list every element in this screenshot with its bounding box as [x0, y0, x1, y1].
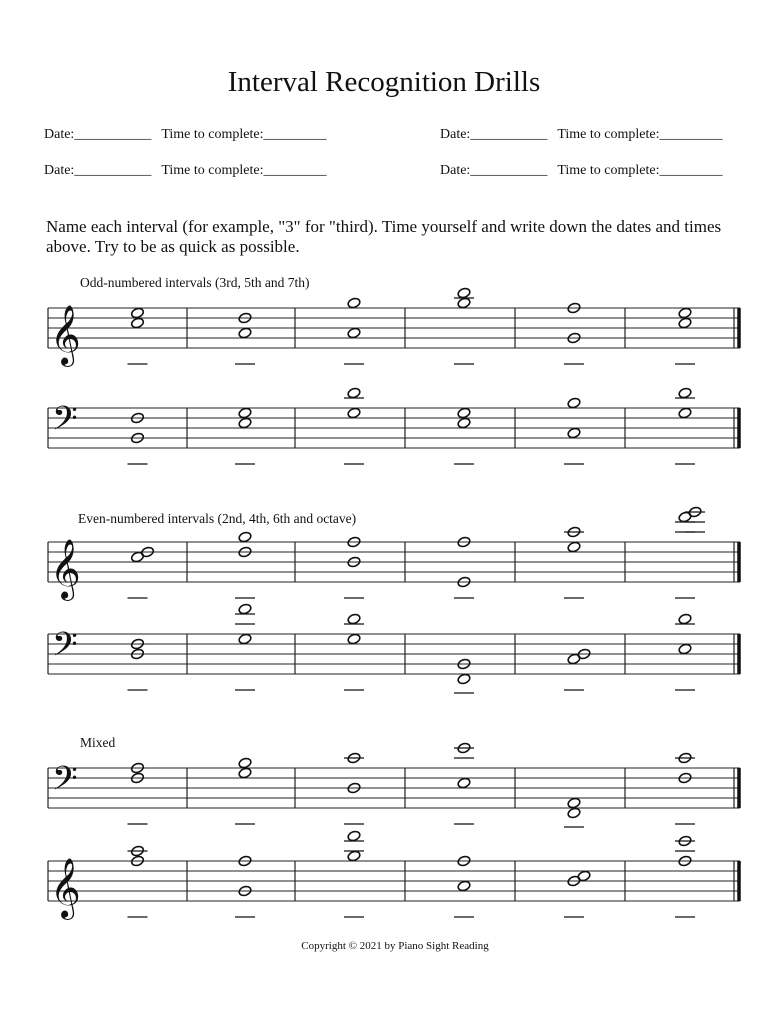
whole-note	[347, 613, 361, 625]
whole-note	[678, 643, 692, 655]
whole-note	[567, 427, 581, 439]
whole-note	[678, 317, 692, 329]
treble-clef-icon: 𝄞	[50, 305, 81, 365]
whole-note	[457, 673, 471, 685]
date-time-field[interactable]	[44, 127, 326, 143]
whole-note	[238, 633, 252, 645]
whole-note	[347, 407, 361, 419]
page-title: Interval Recognition Drills	[227, 66, 541, 98]
whole-note	[577, 870, 591, 882]
whole-note	[238, 757, 252, 769]
whole-note	[238, 531, 252, 543]
whole-note	[238, 767, 252, 779]
time-label: Time to complete:_________	[557, 163, 723, 178]
date-time-field[interactable]	[440, 163, 722, 179]
music-staff	[0, 748, 768, 848]
whole-note	[567, 797, 581, 809]
whole-note	[457, 407, 471, 419]
date-label: Date:___________	[440, 127, 548, 142]
whole-note	[347, 633, 361, 645]
whole-note	[457, 880, 471, 892]
music-staff	[0, 614, 768, 714]
instructions: Name each interval (for example, "3" for "third). Time yourself and write down the dates and times above. Try to be as quick as possible.	[46, 217, 722, 256]
treble-clef-icon: 𝄞	[50, 539, 81, 599]
music-staff	[0, 522, 768, 622]
whole-note	[567, 397, 581, 409]
whole-note	[238, 417, 252, 429]
whole-note	[347, 327, 361, 339]
time-label: Time to complete:_________	[557, 127, 723, 142]
whole-note	[567, 807, 581, 819]
bass-clef-icon: 𝄢	[52, 626, 78, 672]
whole-note	[457, 287, 471, 299]
copyright: Copyright © 2021 by Piano Sight Reading	[301, 940, 489, 952]
music-staff	[0, 388, 768, 488]
whole-note	[457, 417, 471, 429]
date-label: Date:___________	[44, 163, 152, 178]
whole-note	[238, 407, 252, 419]
date-time-field[interactable]	[440, 127, 722, 143]
whole-note	[457, 297, 471, 309]
whole-note	[678, 387, 692, 399]
whole-note	[567, 541, 581, 553]
date-time-field[interactable]	[44, 163, 326, 179]
date-label: Date:___________	[44, 127, 152, 142]
bass-clef-icon: 𝄢	[52, 400, 78, 446]
section-label: Mixed	[80, 735, 116, 750]
time-label: Time to complete:_________	[161, 163, 327, 178]
date-label: Date:___________	[440, 163, 548, 178]
whole-note	[130, 317, 144, 329]
whole-note	[347, 387, 361, 399]
music-staff	[0, 288, 768, 388]
section-label: Odd-numbered intervals (3rd, 5th and 7th)	[80, 275, 310, 290]
whole-note	[238, 327, 252, 339]
whole-note	[347, 850, 361, 862]
music-staff	[0, 841, 768, 941]
treble-clef-icon: 𝄞	[50, 858, 81, 918]
whole-note	[678, 407, 692, 419]
whole-note	[678, 307, 692, 319]
section-label: Even-numbered intervals (2nd, 4th, 6th and octave)	[78, 511, 357, 526]
whole-note	[678, 613, 692, 625]
whole-note	[347, 297, 361, 309]
whole-note	[457, 777, 471, 789]
time-label: Time to complete:_________	[161, 127, 327, 142]
whole-note	[130, 307, 144, 319]
bass-clef-icon: 𝄢	[52, 760, 78, 806]
